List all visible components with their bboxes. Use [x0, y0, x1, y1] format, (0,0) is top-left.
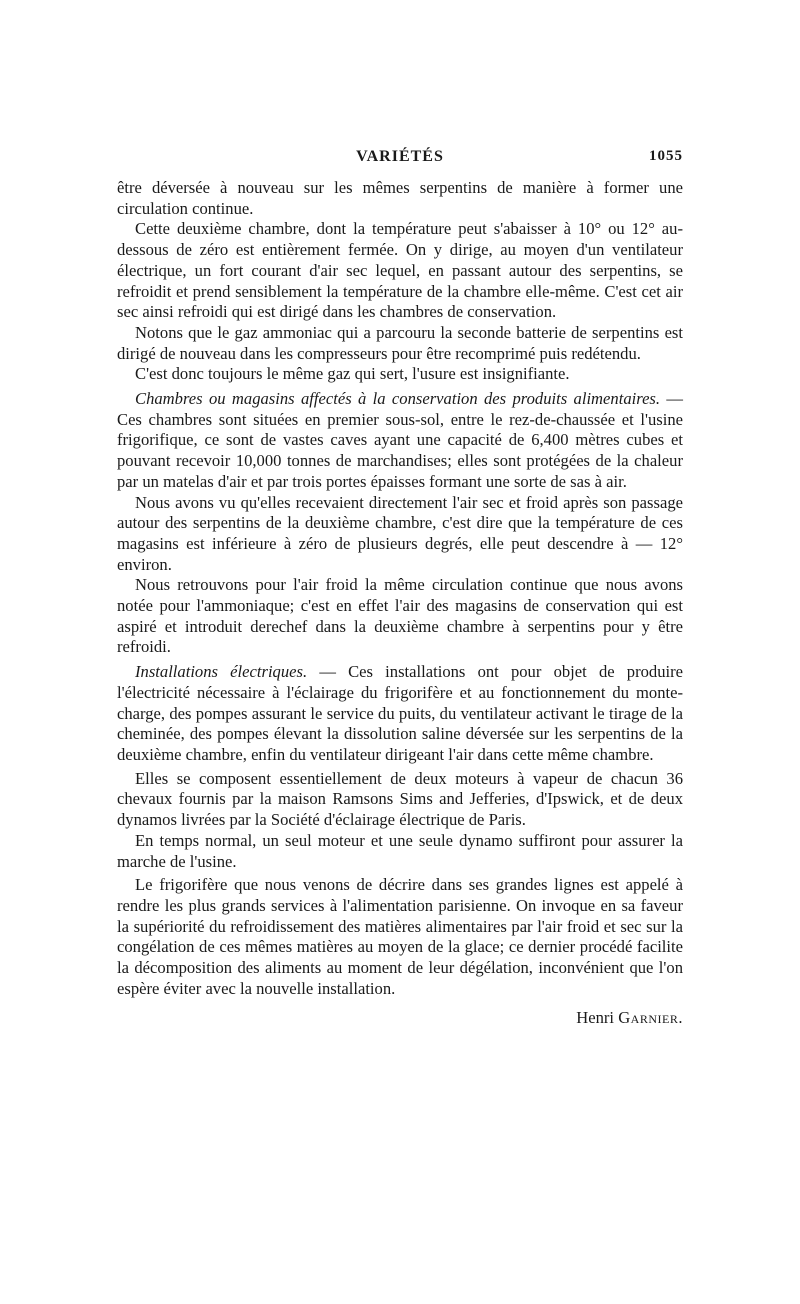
signature-surname: Garnier.: [618, 1008, 683, 1028]
body-text: [117, 178, 683, 999]
section-title-chambres: Chambres ou magasins affectés à la conservation des produits alimentaires.: [135, 389, 661, 409]
paragraph-air-sec-froid: Nous avons vu qu'elles recevaient directement l'air sec et froid après son passage autour des serpentins de la deuxième chambre, c'est dire que la température de ces magasins est inférieure à zéro de plusieurs degrés, elle peut descendre à — 12° environ.: [117, 492, 683, 574]
paragraph-moteurs: Elles se composent essentiellement de deux moteurs à vapeur de chacun 36 chevaux fournis par la maison Ramsons Sims and Jefferies, d'Ipswick, et de deux dynamos livrées par la Société d'éclairage électrique de Paris.: [117, 768, 683, 830]
section-text-chambres: — Ces chambres sont situées en premier sous-sol, entre le rez-de-chaussée et l'usine frigorifique, ce sont de vastes caves ayant une capacité de 6,400 mètres cubes et pouvant recevoir 10,000 tonnes de marchandises; elles sont protégées de la chaleur par un matelas d'air et par trois portes épaisses formant une sorte de sas à air.: [117, 389, 683, 491]
running-head: [117, 148, 683, 174]
page-number: 1055: [649, 148, 683, 164]
paragraph-chambres-magasins: [117, 389, 683, 493]
section-title-installations: Installations électriques.: [135, 662, 308, 682]
signature-first-name: Henri: [576, 1008, 615, 1028]
paragraph-gaz-ammoniac: Notons que le gaz ammoniac qui a parcouru la seconde batterie de serpentins est dirigé de nouveau dans les compresseurs pour être recomprimé puis redétendu.: [117, 322, 683, 363]
paragraph-continuation: être déversée à nouveau sur les mêmes serpentins de manière à former une circulation continue.: [117, 178, 683, 218]
paragraph-frigorifere: Le frigorifère que nous venons de décrire dans ses grandes lignes est appelé à rendre les plus grands services à l'alimentation parisienne. On invoque en sa faveur la supériorité du refroidissement des matières alimentaires par l'air froid et sec sur la congélation de ces mêmes matières au moyen de la glace; ce dernier procédé facilite la décomposition des aliments au moment de leur dégélation, inconvénient que l'on espère éviter avec la nouvelle installation.: [117, 875, 683, 998]
section-text-installations: — Ces installations ont pour objet de produire l'électricité nécessaire à l'éclairage du frigorifère et au fonctionnement du monte-charge, des pompes assurant le service du puits, du ventilateur activant le tirage de la cheminée, des pompes élevant la dissolution saline déversée sur les serpentins de la deuxième chambre, enfin du ventilateur dirigeant l'air dans cette même chambre.: [117, 662, 684, 764]
page: [117, 148, 683, 1029]
paragraph-installations: [117, 662, 683, 766]
signature: [117, 1007, 683, 1029]
paragraph-deuxieme-chambre: Cette deuxième chambre, dont la température peut s'abaisser à 10° ou 12° au-dessous de zéro est entièrement fermée. On y dirige, au moyen d'un ventilateur électrique, un fort courant d'air sec lequel, en passant autour des serpentins, se refroidit et prend sensiblement la température de la chambre elle-même. C'est cet air sec ainsi refroidi qui est dirigé dans les chambres de conservation.: [117, 219, 683, 322]
paragraph-circulation-air: Nous retrouvons pour l'air froid la même circulation continue que nous avons notée pour l'ammoniaque; c'est en effet l'air des magasins de conservation qui est aspiré et introduit derechef dans la deuxième chambre à serpentins pour y être refroidi.: [117, 575, 683, 657]
paragraph-temps-normal: En temps normal, un seul moteur et une seule dynamo suffiront pour assurer la marche de l'usine.: [117, 830, 683, 871]
paragraph-usure: C'est donc toujours le même gaz qui sert, l'usure est insignifiante.: [135, 364, 570, 384]
running-title: VARIÉTÉS: [356, 148, 444, 165]
